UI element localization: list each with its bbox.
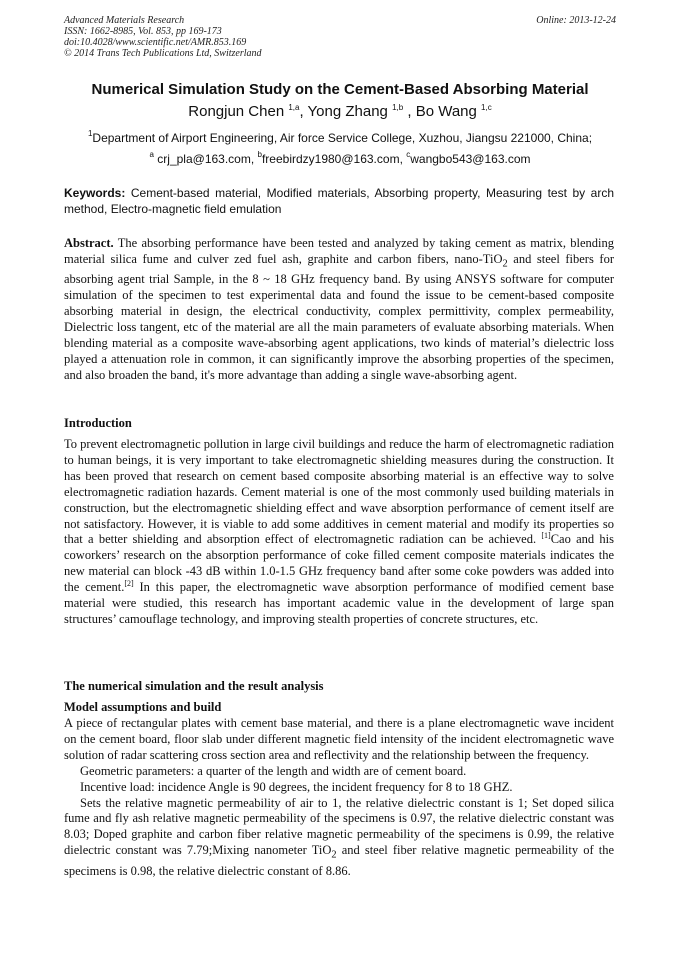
intro-text: Cao and his coworkers’ research on the absorption performance of coke filled cement composite materials indicates the new material can block -43 dB within 1.0-1.5 GHz frequency band after some coke powders was added into the cement. [64, 532, 614, 595]
section-heading: The numerical simulation and the result analysis [64, 679, 324, 693]
citation-ref: [1] [541, 531, 551, 541]
abstract-subscript: 2 [502, 258, 508, 270]
email-address: wangbo543@163.com [410, 152, 531, 166]
abstract-text-cont: and steel fibers for absorbing agent trial Sample, in the 8 ~ 18 GHz frequency band. By using ANSYS software for computer simulation of the specimen to test experimental data and found the issue to be cement-based composite absorbing material in design, the electrical conductivity, complex permittivity, complex permeability, Dielectric loss tangent, etc of the material are all the main parameters of evaluate absorbing materials. When blending material as a composite wave-absorbing agent applications, two kinds of material’s dielectric loss played a attenuation role in common, it can significantly improve the absorbing properties of the specimen, and also broaden the band, it's more advantage than adding a single wave-absorbing agent. [64, 251, 614, 382]
email-mark: b [257, 150, 262, 159]
author-separator: , [299, 103, 308, 120]
affiliation-mark: 1 [87, 129, 93, 138]
author-name: Rongjun Chen [188, 103, 285, 120]
keywords [64, 186, 614, 217]
author-separator: , [403, 103, 416, 120]
email-mark: c [406, 150, 411, 159]
author-name: Bo Wang [415, 103, 477, 120]
author-name: Yong Zhang [307, 103, 388, 120]
introduction-body [64, 437, 614, 628]
abstract [64, 236, 614, 384]
online-date: Online: 2013-12-24 [536, 15, 616, 26]
incentive-paragraph: Incentive load: incidence Angle is 90 degrees, the incident frequency for 8 to 18 GHZ. [80, 779, 513, 794]
author-mark: 1,a [288, 103, 300, 112]
subsection-heading: Model assumptions and build [64, 700, 222, 714]
geometric-paragraph: Geometric parameters: a quarter of the length and width are of cement board. [80, 763, 467, 778]
affiliation-text: Department of Airport Engineering, Air force Service College, Xuzhou, Jiangsu 221000, China; [92, 131, 593, 145]
copyright-line: © 2014 Trans Tech Publications Ltd, Switzerland [64, 48, 262, 59]
paper-title: Numerical Simulation Study on the Cement-Based Absorbing Material [91, 81, 589, 98]
intro-text: In this paper, the electromagnetic wave absorption performance of modified cement base material were studied, this research has important academic value in the development of large span structures’ camouflage technology, and improving stealth properties of concrete structures, etc. [64, 580, 614, 626]
abstract-label: Abstract. [64, 236, 114, 250]
issn-line: ISSN: 1662-8985, Vol. 853, pp 169-173 [64, 26, 222, 37]
citation-ref: [2] [124, 579, 134, 589]
intro-text: To prevent electromagnetic pollution in large civil buildings and reduce the harm of electromagnetic radiation to human beings, it is very important to take electromagnetic shielding measures during the construction. It has been proved that research on cement based composite absorbing material is an effective way to solve electromagnetic radiation hazards. Cement material is one of the most commonly used building materials in construction, but the electromagnetic shielding effect and wave absorption performance of cement itself are not satisfactory. However, it is viable to add some additives in cement material and modify its properties so that a better shielding and absorption effect of electromagnetic radiation can be achieved. [64, 437, 614, 547]
introduction-heading: Introduction [64, 416, 132, 430]
parameters-paragraph [64, 796, 614, 880]
model-paragraph: A piece of rectangular plates with cement base material, and there is a plane electromagnetic wave incident on the cement board, floor slab under different magnetic field intensity of the incident electromagnetic wave solution of radar scattering cross section area and reflectivity and the relationship between the frequency. [64, 716, 614, 762]
email-address: freebirdzy1980@163.com [261, 152, 400, 166]
parameters-text-cont: and steel fiber relative magnetic permeability of the specimens is 0.98, the relative dielectric constant of 8.86. [64, 843, 614, 878]
author-mark: 1,c [481, 103, 492, 112]
abstract-text: The absorbing performance have been tested and analyzed by taking cement as matrix, blending material silica fume and culver zed fuel ash, graphite and carbon fibers, nano-TiO [64, 236, 614, 266]
keywords-label: Keywords: [64, 186, 126, 200]
keywords-text: Cement-based material, Modified materials, Absorbing property, Measuring test by arch method, Electro-magnetic field emulation [64, 186, 614, 216]
parameters-text: Sets the relative magnetic permeability of air to 1, the relative dielectric constant is 1; Set doped silica fume and fly ash relative magnetic permeability of the specimens is 0.97, the relative dielectric constant was 8.03; Doped graphite and carbon fiber relative magnetic permeability of the specimens is 0.99, the relative dielectric constant was 7.79;Mixing nanometer TiO [64, 795, 614, 858]
journal-name: Advanced Materials Research [64, 15, 185, 26]
doi-line: doi:10.4028/www.scientific.net/AMR.853.169 [64, 37, 247, 48]
email-address: crj_pla@163.com [157, 152, 251, 166]
author-list [64, 103, 616, 121]
affiliation [64, 131, 616, 146]
parameters-subscript: 2 [331, 849, 337, 861]
author-emails: $^a$ crj_pla@163.com, $^b$freebirdzy1980@163.com, $^c$wangbo543@163.com [149, 150, 531, 166]
author-mark: 1,b [392, 103, 404, 112]
journal-header [64, 15, 616, 59]
email-mark: a [149, 150, 154, 159]
model-body [64, 716, 614, 880]
